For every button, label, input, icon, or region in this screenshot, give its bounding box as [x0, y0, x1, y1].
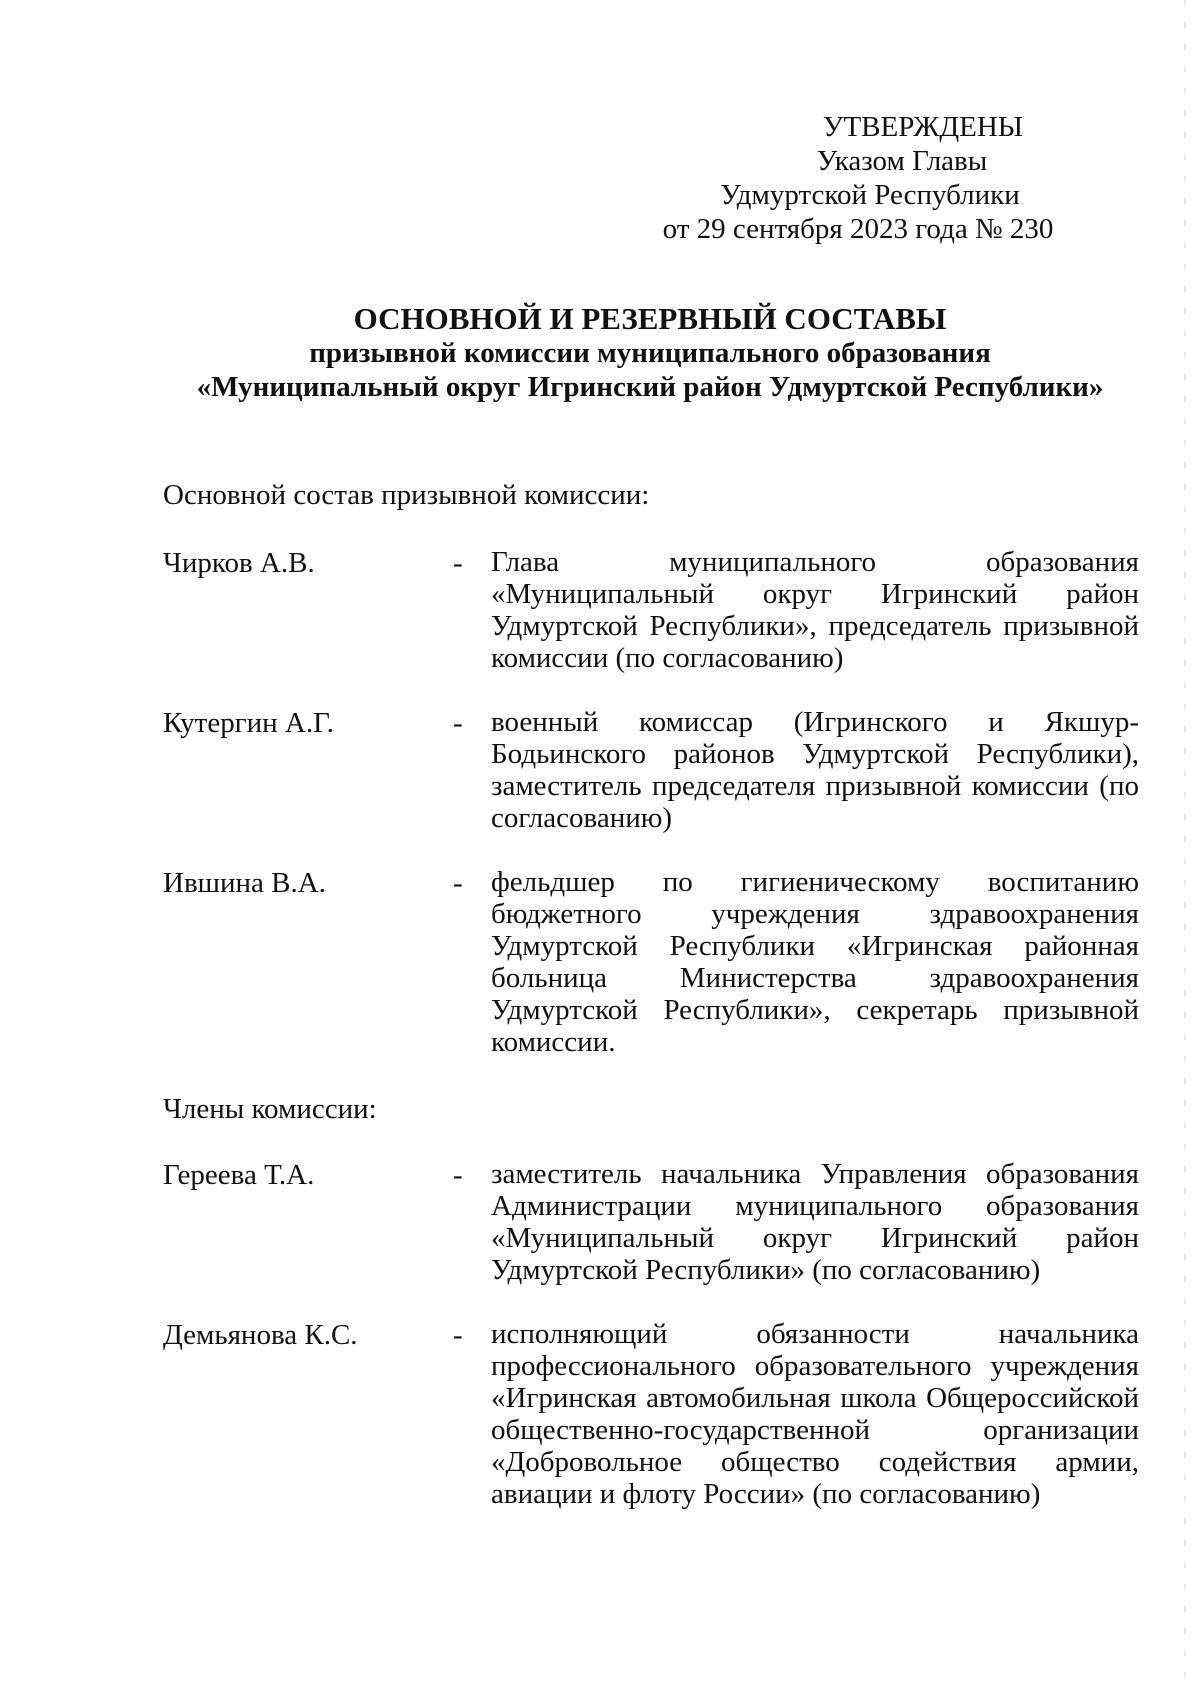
member-name: Кутергин А.Г. — [163, 707, 334, 739]
member-dash: - — [453, 1159, 463, 1191]
member-dash: - — [453, 547, 463, 579]
approval-heading: УТВЕРЖДЕНЫ — [822, 111, 1024, 143]
document-title — [150, 302, 1150, 404]
member-description: фельдшер по гигиеническому воспитанию бюджетного учреждения здравоохранения Удмуртской Республики «Игринская районная больница Министерства здравоохранения Удмуртской Республики», секретарь призывной комиссии. — [491, 866, 1139, 1058]
scan-edge-artifact — [1184, 0, 1186, 1686]
member-name: Чирков А.В. — [163, 547, 315, 579]
title-sub-commission: призывной комиссии муниципального образования — [309, 337, 991, 369]
approval-date: от 29 сентября 2023 года № 230 — [662, 213, 1054, 245]
members-section-label: Члены комиссии: — [163, 1093, 377, 1125]
member-dash: - — [453, 707, 463, 739]
member-name: Гереева Т.А. — [163, 1159, 315, 1191]
member-description: военный комиссар (Игринского и Якшур-Бодьинского районов Удмуртской Республики), заместитель председателя призывной комиссии (по согласованию) — [491, 706, 1139, 834]
title-main: ОСНОВНОЙ И РЕЗЕРВНЫЙ СОСТАВЫ — [353, 301, 947, 336]
title-sub-district: «Муниципальный округ Игринский район Удмуртской Республики» — [196, 371, 1104, 403]
member-description: исполняющий обязанности начальника профессионального образовательного учреждения «Игринская автомобильная школа Общероссийской общественно-государственной организации «Добровольное общество содействия армии, авиации и флоту России» (по согласованию) — [491, 1318, 1139, 1510]
approval-republic: Удмуртской Республики — [720, 179, 1020, 211]
member-dash: - — [453, 867, 463, 899]
main-section-label: Основной состав призывной комиссии: — [163, 479, 650, 511]
approval-stamp-block — [648, 110, 1068, 246]
member-description: заместитель начальника Управления образования Администрации муниципального образования «Муниципальный округ Игринский район Удмуртской Республики» (по согласованию) — [491, 1158, 1139, 1286]
approval-decree: Указом Главы — [816, 145, 988, 177]
member-name: Ившина В.А. — [163, 867, 326, 899]
member-description: Глава муниципального образования «Муниципальный округ Игринский район Удмуртской Республики», председатель призывной комиссии (по согласованию) — [491, 546, 1139, 674]
member-dash: - — [453, 1319, 463, 1351]
member-name: Демьянова К.С. — [163, 1319, 358, 1351]
